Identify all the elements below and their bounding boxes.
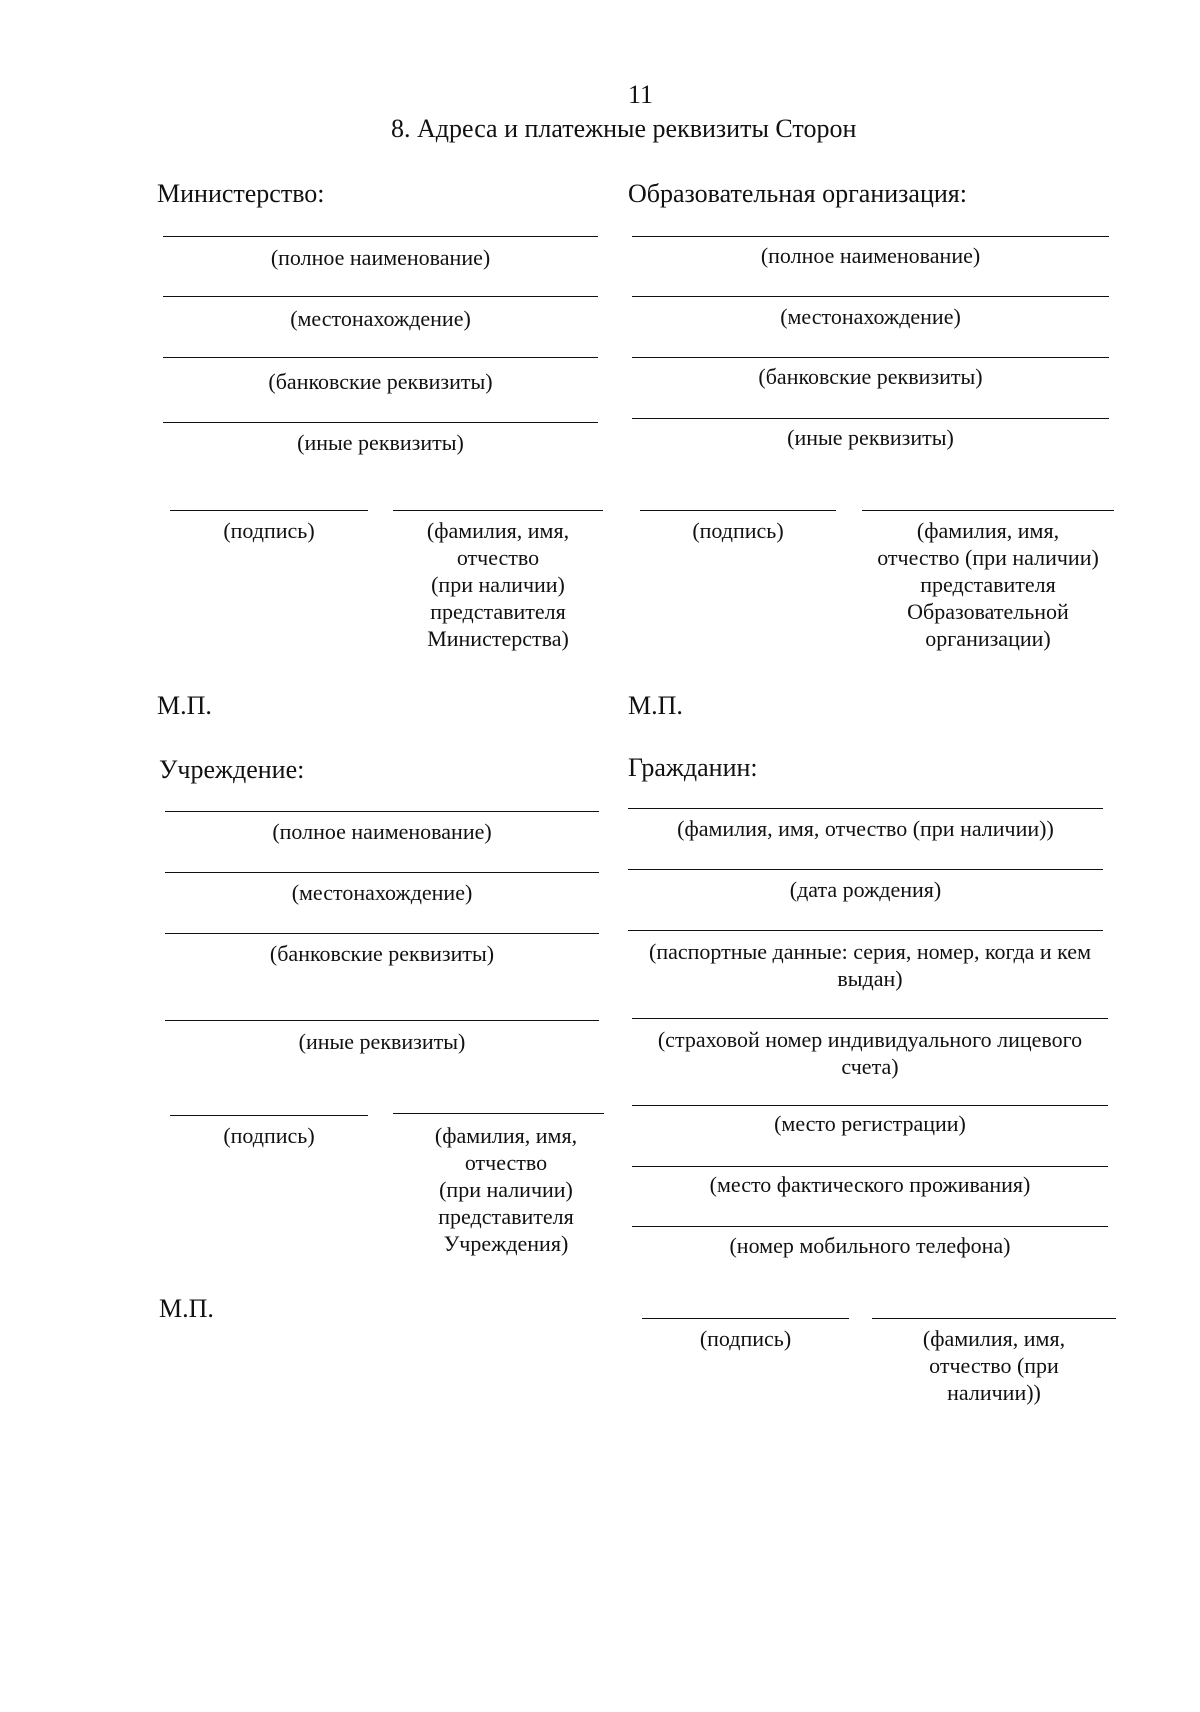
ministry-full-name-line <box>163 236 598 237</box>
institution-signature-caption: (подпись) <box>223 1123 315 1148</box>
caption-line: выдан) <box>837 966 903 991</box>
citizen-registration-line <box>632 1105 1108 1106</box>
citizen-name-line <box>872 1318 1116 1319</box>
page-number: 11 <box>628 80 654 109</box>
citizen-full-name-caption: (фамилия, имя, отчество (при наличии)) <box>677 816 1054 841</box>
institution-location-caption: (местонахождение) <box>291 880 473 905</box>
caption-line: отчество (при наличии) <box>877 545 1099 570</box>
citizen-signature-line <box>642 1318 849 1319</box>
org-name-line <box>862 510 1114 511</box>
section-title: 8. Адреса и платежные реквизиты Сторон <box>391 114 857 143</box>
citizen-residence-line <box>632 1166 1108 1167</box>
citizen-snils-caption <box>632 1026 1108 1080</box>
ministry-bank-caption: (банковские реквизиты) <box>268 369 493 394</box>
org-name-caption <box>862 517 1114 652</box>
caption-line: (фамилия, имя, <box>922 1326 1066 1351</box>
caption-line: организации) <box>925 626 1051 651</box>
caption-line: отчество (при <box>929 1353 1059 1378</box>
ministry-location-caption: (местонахождение) <box>290 306 471 331</box>
caption-line: представителя <box>438 1204 574 1229</box>
caption-line: (при наличии) <box>439 1177 573 1202</box>
org-bank-line <box>632 357 1109 358</box>
org-location-line <box>632 296 1109 297</box>
institution-name-line <box>393 1113 604 1114</box>
institution-name-caption <box>401 1122 611 1257</box>
institution-other-line <box>165 1020 599 1021</box>
caption-line: Образовательной <box>907 599 1069 624</box>
ministry-signature-caption: (подпись) <box>223 518 315 543</box>
ministry-full-name-caption: (полное наименование) <box>270 245 491 270</box>
ministry-bank-line <box>163 357 598 358</box>
citizen-birthdate-line <box>628 869 1103 870</box>
caption-line: (страховой номер индивидуального лицевого <box>657 1027 1083 1052</box>
citizen-phone-line <box>632 1226 1108 1227</box>
caption-line: Учреждения) <box>443 1231 569 1256</box>
org-signature-line <box>640 510 836 511</box>
citizen-birthdate-caption: (дата рождения) <box>789 877 942 902</box>
institution-location-line <box>165 872 599 873</box>
caption-line: (фамилия, имя, <box>426 518 570 543</box>
org-heading: Образовательная организация: <box>628 179 967 208</box>
citizen-heading: Гражданин: <box>628 753 758 782</box>
org-other-line <box>632 418 1109 419</box>
ministry-stamp: М.П. <box>157 691 212 720</box>
citizen-signature-caption: (подпись) <box>699 1326 792 1351</box>
org-location-caption: (местонахождение) <box>780 304 961 329</box>
institution-full-name-line <box>165 811 599 812</box>
institution-signature-line <box>170 1115 368 1116</box>
ministry-signature-line <box>170 510 368 511</box>
caption-line: (паспортные данные: серия, номер, когда и кем <box>649 939 1091 964</box>
citizen-registration-caption: (место регистрации) <box>774 1111 966 1136</box>
org-full-name-caption: (полное наименование) <box>760 243 981 268</box>
caption-line: (фамилия, имя, <box>434 1123 578 1148</box>
citizen-residence-caption: (место фактического проживания) <box>709 1172 1031 1197</box>
citizen-name-caption <box>872 1325 1116 1406</box>
institution-bank-caption: (банковские реквизиты) <box>269 941 495 966</box>
citizen-full-name-line <box>628 808 1103 809</box>
institution-full-name-caption: (полное наименование) <box>272 819 492 844</box>
org-stamp: М.П. <box>628 691 683 720</box>
institution-heading: Учреждение: <box>159 755 305 784</box>
org-full-name-line <box>632 236 1109 237</box>
ministry-location-line <box>163 296 598 297</box>
caption-line: представителя <box>920 572 1056 597</box>
institution-stamp: М.П. <box>159 1294 214 1323</box>
caption-line: наличии)) <box>947 1380 1041 1405</box>
ministry-heading: Министерство: <box>157 179 325 208</box>
ministry-name-line <box>393 510 603 511</box>
caption-line: счета) <box>841 1054 899 1079</box>
org-other-caption: (иные реквизиты) <box>787 425 954 450</box>
institution-bank-line <box>165 933 599 934</box>
caption-line: Министерства) <box>427 626 569 651</box>
org-bank-caption: (банковские реквизиты) <box>758 364 983 389</box>
citizen-passport-line <box>628 930 1103 931</box>
caption-line: отчество <box>456 545 540 570</box>
caption-line: (при наличии) <box>431 572 565 597</box>
ministry-other-line <box>163 422 598 423</box>
ministry-other-caption: (иные реквизиты) <box>297 430 464 455</box>
org-signature-caption: (подпись) <box>692 518 784 543</box>
caption-line: представителя <box>430 599 566 624</box>
citizen-passport-caption <box>624 938 1116 992</box>
ministry-name-caption <box>393 517 603 652</box>
caption-line: (фамилия, имя, <box>916 518 1060 543</box>
citizen-snils-line <box>632 1018 1108 1019</box>
citizen-phone-caption: (номер мобильного телефона) <box>729 1233 1011 1258</box>
institution-other-caption: (иные реквизиты) <box>298 1029 466 1054</box>
caption-line: отчество <box>464 1150 548 1175</box>
